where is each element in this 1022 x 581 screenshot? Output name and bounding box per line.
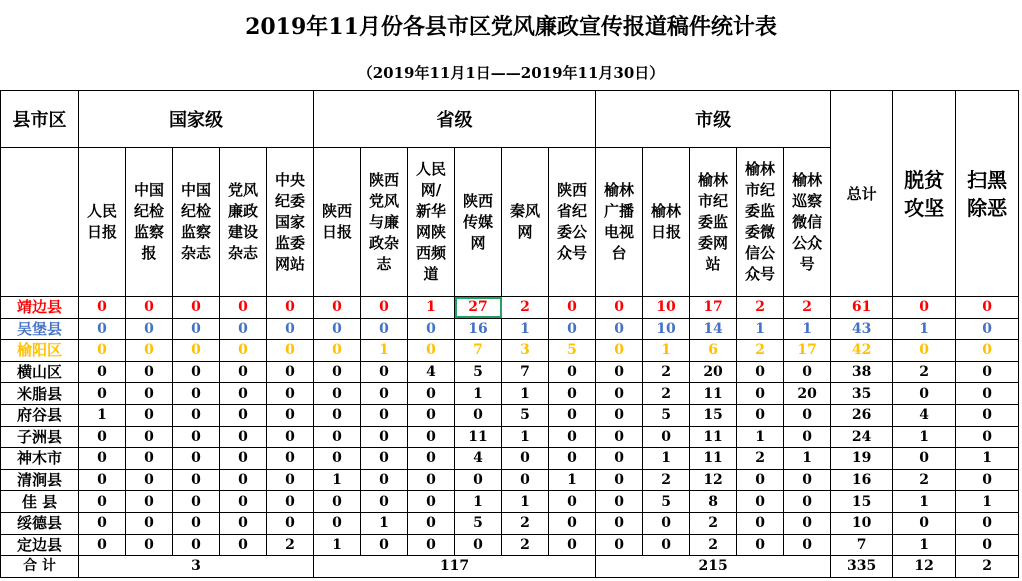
data-cell[interactable]: 0 — [549, 426, 596, 448]
data-cell[interactable]: 0 — [596, 426, 643, 448]
totals-provincial[interactable]: 117 — [314, 556, 596, 578]
data-cell[interactable]: 17 — [784, 340, 831, 362]
data-cell[interactable]: 0 — [596, 469, 643, 491]
data-cell[interactable]: 0 — [173, 340, 220, 362]
data-cell[interactable]: 0 — [220, 491, 267, 513]
data-cell[interactable]: 0 — [893, 383, 956, 405]
totals-poverty[interactable]: 12 — [893, 556, 956, 578]
data-cell[interactable]: 0 — [267, 426, 314, 448]
header-provincial: 省级 — [314, 91, 596, 148]
data-cell[interactable]: 0 — [314, 426, 361, 448]
data-cell[interactable]: 0 — [455, 404, 502, 426]
subheader-6: 陕西党风与廉政杂志 — [361, 148, 408, 297]
data-cell[interactable]: 5 — [455, 512, 502, 534]
data-cell[interactable]: 1 — [361, 340, 408, 362]
data-cell[interactable]: 1 — [893, 426, 956, 448]
data-cell[interactable]: 10 — [643, 297, 690, 319]
data-cell[interactable]: 0 — [267, 318, 314, 340]
data-cell[interactable]: 11 — [455, 426, 502, 448]
data-cell[interactable]: 0 — [126, 512, 173, 534]
table-row — [1, 512, 1019, 534]
data-cell[interactable]: 0 — [956, 469, 1019, 491]
county-name[interactable]: 佳 县 — [1, 491, 79, 513]
data-cell[interactable]: 0 — [956, 361, 1019, 383]
data-cell[interactable]: 0 — [79, 318, 126, 340]
data-cell[interactable]: 1 — [956, 448, 1019, 470]
data-cell[interactable]: 2 — [893, 361, 956, 383]
data-cell[interactable]: 0 — [956, 383, 1019, 405]
table-row — [1, 297, 1019, 319]
data-cell[interactable]: 0 — [220, 448, 267, 470]
data-cell[interactable]: 0 — [267, 383, 314, 405]
data-cell[interactable]: 0 — [784, 469, 831, 491]
data-cell[interactable]: 0 — [596, 491, 643, 513]
data-cell[interactable]: 1 — [893, 491, 956, 513]
data-cell[interactable]: 0 — [549, 404, 596, 426]
data-cell[interactable]: 0 — [126, 297, 173, 319]
data-cell[interactable]: 1 — [502, 383, 549, 405]
data-cell[interactable]: 1 — [361, 512, 408, 534]
county-name[interactable]: 横山区 — [1, 361, 79, 383]
data-cell[interactable]: 0 — [956, 318, 1019, 340]
data-cell[interactable]: 2 — [690, 534, 737, 556]
table-row — [1, 469, 1019, 491]
data-cell[interactable]: 2 — [643, 361, 690, 383]
data-cell[interactable]: 1 — [737, 426, 784, 448]
data-cell[interactable]: 1 — [956, 491, 1019, 513]
totals-national[interactable]: 3 — [79, 556, 314, 578]
table-row — [1, 426, 1019, 448]
data-cell[interactable]: 0 — [549, 361, 596, 383]
data-cell[interactable]: 0 — [173, 404, 220, 426]
data-cell[interactable]: 0 — [267, 297, 314, 319]
header-city: 市级 — [596, 91, 831, 148]
data-cell[interactable]: 0 — [361, 383, 408, 405]
data-cell[interactable]: 2 — [893, 469, 956, 491]
table-row — [1, 383, 1019, 405]
data-cell[interactable]: 0 — [267, 491, 314, 513]
data-cell[interactable]: 0 — [502, 448, 549, 470]
data-cell[interactable]: 0 — [173, 491, 220, 513]
data-cell[interactable]: 0 — [173, 318, 220, 340]
data-cell[interactable]: 12 — [690, 469, 737, 491]
data-cell[interactable]: 2 — [737, 448, 784, 470]
data-cell[interactable]: 14 — [690, 318, 737, 340]
data-cell[interactable]: 0 — [220, 318, 267, 340]
data-cell[interactable]: 0 — [220, 469, 267, 491]
data-cell[interactable]: 0 — [784, 512, 831, 534]
data-cell[interactable]: 1 — [893, 534, 956, 556]
data-cell[interactable]: 2 — [784, 297, 831, 319]
data-cell[interactable]: 0 — [643, 534, 690, 556]
data-cell[interactable]: 5 — [502, 404, 549, 426]
data-cell[interactable]: 1 — [455, 491, 502, 513]
data-cell[interactable]: 0 — [596, 297, 643, 319]
data-cell[interactable]: 16 — [831, 469, 893, 491]
data-cell[interactable]: 0 — [408, 534, 455, 556]
header-county: 县市区 — [1, 91, 79, 148]
data-cell[interactable]: 0 — [126, 534, 173, 556]
data-cell[interactable]: 0 — [126, 491, 173, 513]
data-cell[interactable]: 0 — [314, 512, 361, 534]
data-cell[interactable]: 10 — [831, 512, 893, 534]
data-cell[interactable]: 0 — [737, 469, 784, 491]
data-cell[interactable]: 0 — [173, 469, 220, 491]
statistics-table — [0, 90, 1019, 578]
data-cell[interactable]: 0 — [173, 426, 220, 448]
data-cell[interactable]: 0 — [220, 361, 267, 383]
county-name[interactable]: 定边县 — [1, 534, 79, 556]
data-cell[interactable]: 0 — [784, 404, 831, 426]
subheader-11: 榆林广播电视台 — [596, 148, 643, 297]
data-cell[interactable]: 5 — [643, 491, 690, 513]
data-cell[interactable]: 0 — [314, 297, 361, 319]
data-cell[interactable]: 0 — [956, 404, 1019, 426]
data-cell[interactable]: 0 — [79, 469, 126, 491]
subheader-4: 中央纪委国家监委网站 — [267, 148, 314, 297]
data-cell[interactable]: 0 — [79, 491, 126, 513]
data-cell[interactable]: 0 — [314, 448, 361, 470]
data-cell[interactable]: 0 — [956, 297, 1019, 319]
subheader-1: 中国纪检监察报 — [126, 148, 173, 297]
data-cell[interactable]: 0 — [314, 404, 361, 426]
header-national: 国家级 — [79, 91, 314, 148]
data-cell[interactable]: 0 — [361, 491, 408, 513]
data-cell[interactable]: 0 — [314, 491, 361, 513]
data-cell[interactable]: 20 — [784, 383, 831, 405]
county-name[interactable]: 子洲县 — [1, 426, 79, 448]
data-cell[interactable]: 0 — [737, 512, 784, 534]
header-total: 总计 — [831, 91, 893, 297]
data-cell[interactable]: 0 — [361, 404, 408, 426]
data-cell[interactable]: 2 — [737, 340, 784, 362]
data-cell[interactable]: 1 — [502, 491, 549, 513]
data-cell[interactable]: 0 — [361, 318, 408, 340]
data-cell[interactable]: 0 — [173, 361, 220, 383]
county-name[interactable]: 清涧县 — [1, 469, 79, 491]
data-cell[interactable]: 1 — [408, 297, 455, 319]
data-cell[interactable]: 0 — [893, 448, 956, 470]
subheader-13: 榆林市纪委监委网站 — [690, 148, 737, 297]
data-cell[interactable]: 0 — [596, 383, 643, 405]
data-cell[interactable]: 0 — [408, 404, 455, 426]
subheader-3: 党风廉政建设杂志 — [220, 148, 267, 297]
data-cell[interactable]: 0 — [956, 426, 1019, 448]
table-row — [1, 534, 1019, 556]
data-cell[interactable]: 1 — [643, 448, 690, 470]
data-cell[interactable]: 0 — [361, 426, 408, 448]
data-cell[interactable]: 0 — [220, 534, 267, 556]
data-cell[interactable]: 0 — [314, 318, 361, 340]
table-title: 2019年11月份各县市区党风廉政宣传报道稿件统计表 — [245, 14, 777, 40]
table-row — [1, 491, 1019, 513]
data-cell[interactable]: 0 — [79, 340, 126, 362]
data-cell[interactable]: 17 — [690, 297, 737, 319]
data-cell[interactable]: 0 — [267, 404, 314, 426]
data-cell[interactable]: 0 — [737, 383, 784, 405]
data-cell[interactable]: 2 — [502, 534, 549, 556]
data-cell[interactable]: 0 — [173, 512, 220, 534]
data-cell[interactable]: 0 — [314, 361, 361, 383]
data-cell[interactable]: 4 — [455, 448, 502, 470]
data-cell[interactable]: 27 — [455, 297, 502, 319]
data-cell[interactable]: 26 — [831, 404, 893, 426]
header-county-blank — [1, 148, 79, 297]
data-cell[interactable]: 0 — [408, 340, 455, 362]
data-cell[interactable]: 7 — [502, 361, 549, 383]
data-cell[interactable]: 0 — [784, 534, 831, 556]
data-cell[interactable]: 10 — [643, 318, 690, 340]
data-cell[interactable]: 1 — [784, 448, 831, 470]
data-cell[interactable]: 0 — [502, 469, 549, 491]
data-cell[interactable]: 0 — [549, 297, 596, 319]
subheader-15: 榆林巡察微信公众号 — [784, 148, 831, 297]
county-name[interactable]: 府谷县 — [1, 404, 79, 426]
subheader-7: 人民网/新华网陕西频道 — [408, 148, 455, 297]
data-cell[interactable]: 1 — [79, 404, 126, 426]
data-cell[interactable]: 11 — [690, 426, 737, 448]
data-cell[interactable]: 0 — [173, 448, 220, 470]
data-cell[interactable]: 1 — [643, 340, 690, 362]
data-cell[interactable]: 0 — [596, 318, 643, 340]
data-cell[interactable]: 0 — [893, 340, 956, 362]
data-cell[interactable]: 0 — [126, 426, 173, 448]
data-cell[interactable]: 0 — [220, 512, 267, 534]
data-cell[interactable]: 0 — [784, 426, 831, 448]
county-name[interactable]: 神木市 — [1, 448, 79, 470]
data-cell[interactable]: 19 — [831, 448, 893, 470]
data-cell[interactable]: 1 — [314, 534, 361, 556]
data-cell[interactable]: 0 — [79, 361, 126, 383]
data-cell[interactable]: 0 — [267, 512, 314, 534]
table-row — [1, 361, 1019, 383]
data-cell[interactable]: 11 — [690, 448, 737, 470]
data-cell[interactable]: 0 — [220, 426, 267, 448]
data-cell[interactable]: 15 — [690, 404, 737, 426]
data-cell[interactable]: 0 — [408, 383, 455, 405]
data-cell[interactable]: 38 — [831, 361, 893, 383]
totals-label[interactable]: 合 计 — [1, 556, 79, 578]
county-name[interactable]: 米脂县 — [1, 383, 79, 405]
data-cell[interactable]: 0 — [643, 512, 690, 534]
data-cell[interactable]: 2 — [267, 534, 314, 556]
subheader-10: 陕西省纪委公众号 — [549, 148, 596, 297]
data-cell[interactable]: 0 — [173, 383, 220, 405]
data-cell[interactable]: 7 — [831, 534, 893, 556]
data-cell[interactable]: 0 — [361, 469, 408, 491]
data-cell[interactable]: 0 — [126, 383, 173, 405]
data-cell[interactable]: 0 — [79, 426, 126, 448]
data-cell[interactable]: 0 — [361, 297, 408, 319]
data-cell[interactable]: 0 — [220, 297, 267, 319]
subheader-0: 人民日报 — [79, 148, 126, 297]
subheader-8: 陕西传媒网 — [455, 148, 502, 297]
data-cell[interactable]: 0 — [79, 448, 126, 470]
data-cell[interactable]: 0 — [126, 361, 173, 383]
data-cell[interactable]: 42 — [831, 340, 893, 362]
data-cell[interactable]: 0 — [79, 512, 126, 534]
data-cell[interactable]: 0 — [79, 534, 126, 556]
subheader-14: 榆林市纪委监委微信公众号 — [737, 148, 784, 297]
data-cell[interactable]: 20 — [690, 361, 737, 383]
data-cell[interactable]: 0 — [549, 491, 596, 513]
data-cell[interactable]: 0 — [596, 361, 643, 383]
data-cell[interactable]: 15 — [831, 491, 893, 513]
data-cell[interactable]: 0 — [79, 383, 126, 405]
data-cell[interactable]: 0 — [267, 340, 314, 362]
data-cell[interactable]: 0 — [893, 297, 956, 319]
subheader-5: 陕西日报 — [314, 148, 361, 297]
data-cell[interactable]: 1 — [314, 469, 361, 491]
county-name[interactable]: 绥德县 — [1, 512, 79, 534]
data-cell[interactable]: 0 — [549, 318, 596, 340]
totals-total[interactable]: 335 — [831, 556, 893, 578]
header-gang: 扫黑除恶 — [956, 91, 1019, 297]
data-cell[interactable]: 0 — [956, 512, 1019, 534]
data-cell[interactable]: 7 — [455, 340, 502, 362]
data-cell[interactable]: 0 — [79, 297, 126, 319]
county-name[interactable]: 靖边县 — [1, 297, 79, 319]
data-cell[interactable]: 0 — [549, 448, 596, 470]
totals-gang[interactable]: 2 — [956, 556, 1019, 578]
data-cell[interactable]: 0 — [220, 340, 267, 362]
data-cell[interactable]: 0 — [126, 404, 173, 426]
data-cell[interactable]: 4 — [408, 361, 455, 383]
data-cell[interactable]: 35 — [831, 383, 893, 405]
data-cell[interactable]: 0 — [596, 404, 643, 426]
data-cell[interactable]: 1 — [549, 469, 596, 491]
data-cell[interactable]: 0 — [596, 512, 643, 534]
data-cell[interactable]: 6 — [690, 340, 737, 362]
data-cell[interactable]: 0 — [361, 361, 408, 383]
data-cell[interactable]: 1 — [502, 318, 549, 340]
data-cell[interactable]: 3 — [502, 340, 549, 362]
data-cell[interactable]: 0 — [596, 340, 643, 362]
data-cell[interactable]: 0 — [267, 361, 314, 383]
data-cell[interactable]: 0 — [408, 469, 455, 491]
data-cell[interactable]: 0 — [893, 512, 956, 534]
subheader-9: 秦风网 — [502, 148, 549, 297]
data-cell[interactable]: 0 — [643, 426, 690, 448]
data-cell[interactable]: 0 — [737, 404, 784, 426]
data-cell[interactable]: 24 — [831, 426, 893, 448]
data-cell[interactable]: 2 — [502, 297, 549, 319]
data-cell[interactable]: 0 — [549, 512, 596, 534]
data-cell[interactable]: 0 — [126, 340, 173, 362]
data-cell[interactable]: 5 — [455, 361, 502, 383]
data-cell[interactable]: 16 — [455, 318, 502, 340]
data-cell[interactable]: 0 — [737, 534, 784, 556]
data-cell[interactable]: 43 — [831, 318, 893, 340]
data-cell[interactable]: 2 — [737, 297, 784, 319]
data-cell[interactable]: 0 — [314, 340, 361, 362]
data-cell[interactable]: 1 — [502, 426, 549, 448]
data-cell[interactable]: 0 — [408, 491, 455, 513]
header-poverty: 脱贫攻坚 — [893, 91, 956, 297]
data-cell[interactable]: 0 — [784, 361, 831, 383]
data-cell[interactable]: 2 — [643, 383, 690, 405]
data-cell[interactable]: 5 — [643, 404, 690, 426]
county-name[interactable]: 吴堡县 — [1, 318, 79, 340]
table-row — [1, 404, 1019, 426]
totals-city[interactable]: 215 — [596, 556, 831, 578]
data-cell[interactable]: 5 — [549, 340, 596, 362]
data-cell[interactable]: 0 — [267, 448, 314, 470]
data-cell[interactable]: 0 — [784, 491, 831, 513]
data-cell[interactable]: 0 — [126, 318, 173, 340]
data-cell[interactable]: 0 — [956, 340, 1019, 362]
data-cell[interactable]: 2 — [690, 512, 737, 534]
data-cell[interactable]: 0 — [956, 534, 1019, 556]
subheader-2: 中国纪检监察杂志 — [173, 148, 220, 297]
data-cell[interactable]: 0 — [173, 297, 220, 319]
data-cell[interactable]: 4 — [893, 404, 956, 426]
data-cell[interactable]: 0 — [361, 534, 408, 556]
data-cell[interactable]: 0 — [596, 534, 643, 556]
data-cell[interactable]: 1 — [893, 318, 956, 340]
data-cell[interactable]: 0 — [408, 448, 455, 470]
data-cell[interactable]: 0 — [267, 469, 314, 491]
data-cell[interactable]: 2 — [502, 512, 549, 534]
county-name[interactable]: 榆阳区 — [1, 340, 79, 362]
data-cell[interactable]: 0 — [173, 534, 220, 556]
table-row — [1, 340, 1019, 362]
data-cell[interactable]: 61 — [831, 297, 893, 319]
data-cell[interactable]: 8 — [690, 491, 737, 513]
data-cell[interactable]: 1 — [737, 318, 784, 340]
table-row — [1, 448, 1019, 470]
data-cell[interactable]: 0 — [737, 361, 784, 383]
data-cell[interactable]: 0 — [314, 383, 361, 405]
totals-row — [1, 556, 1019, 578]
data-cell[interactable]: 0 — [220, 404, 267, 426]
data-cell[interactable]: 0 — [126, 469, 173, 491]
data-cell[interactable]: 0 — [737, 491, 784, 513]
data-cell[interactable]: 0 — [549, 383, 596, 405]
data-cell[interactable]: 0 — [455, 534, 502, 556]
data-cell[interactable]: 2 — [643, 469, 690, 491]
data-cell[interactable]: 0 — [220, 383, 267, 405]
data-cell[interactable]: 0 — [408, 426, 455, 448]
data-cell[interactable]: 11 — [690, 383, 737, 405]
data-cell[interactable]: 0 — [455, 469, 502, 491]
data-cell[interactable]: 0 — [408, 318, 455, 340]
subheader-12: 榆林日报 — [643, 148, 690, 297]
data-cell[interactable]: 0 — [126, 448, 173, 470]
data-cell[interactable]: 0 — [596, 448, 643, 470]
data-cell[interactable]: 1 — [784, 318, 831, 340]
data-cell[interactable]: 0 — [361, 448, 408, 470]
data-cell[interactable]: 0 — [408, 512, 455, 534]
table-row — [1, 318, 1019, 340]
data-cell[interactable]: 0 — [549, 534, 596, 556]
data-cell[interactable]: 1 — [455, 383, 502, 405]
date-range: （2019年11月1日——2019年11月30日） — [357, 64, 665, 82]
